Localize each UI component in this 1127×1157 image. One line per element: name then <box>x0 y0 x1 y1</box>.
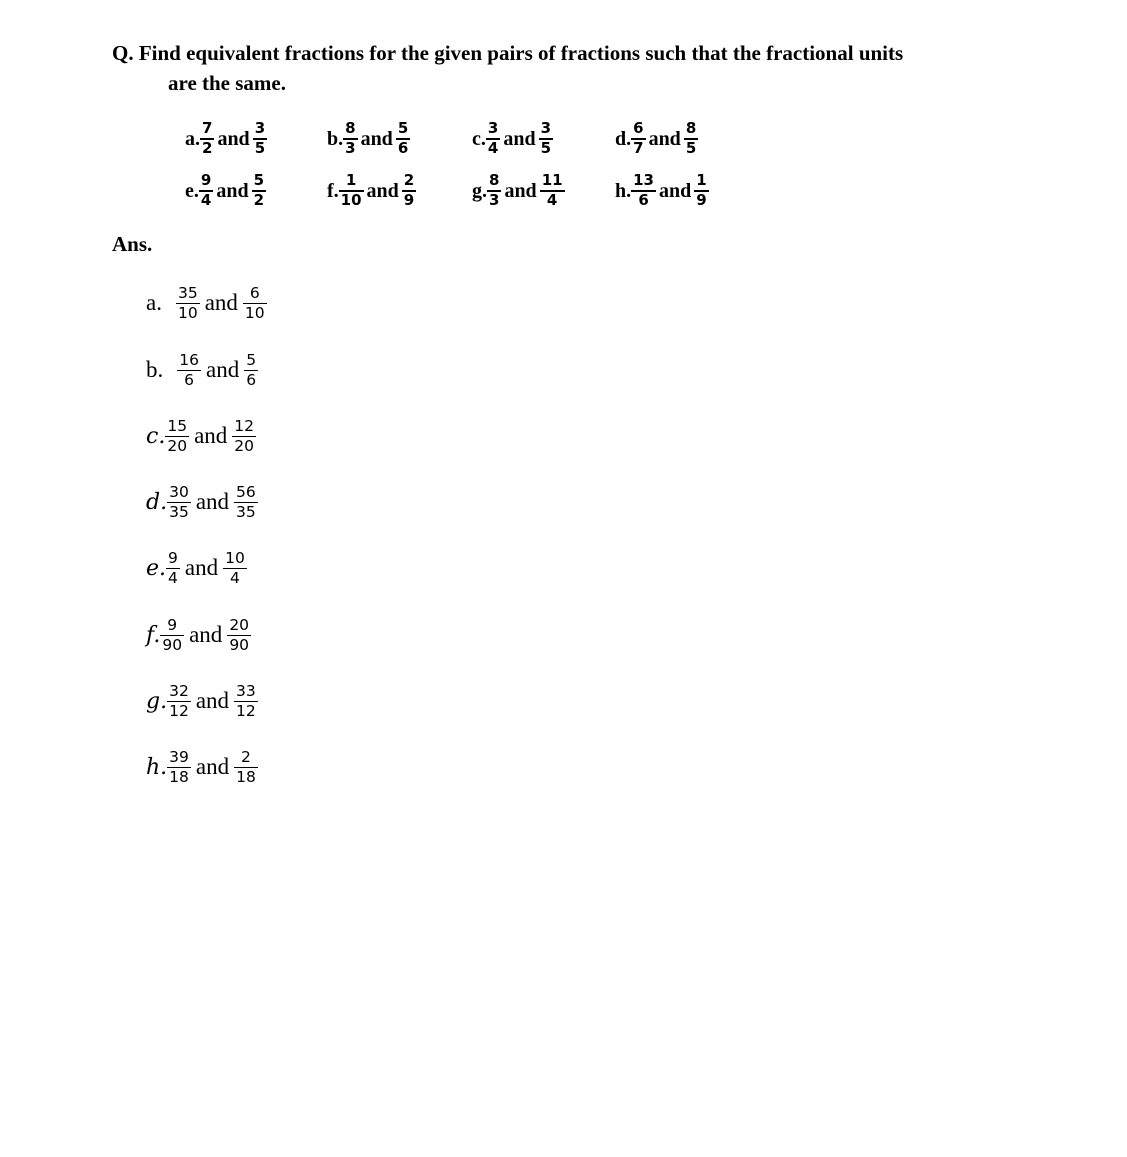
denominator: 2 <box>253 191 265 209</box>
and-word: and <box>216 179 249 202</box>
problem-item <box>185 116 267 162</box>
denominator: 9 <box>696 191 707 209</box>
fraction <box>199 173 213 209</box>
denominator: 4 <box>487 139 499 157</box>
problem-item <box>327 116 410 162</box>
fraction <box>232 418 256 454</box>
numerator: 5 <box>246 351 257 370</box>
and-word: and <box>189 622 223 647</box>
denominator: 35 <box>236 502 256 521</box>
question-text <box>112 38 1072 98</box>
numerator: 3 <box>540 119 552 138</box>
fraction <box>631 173 656 209</box>
and-word: and <box>659 179 692 202</box>
fraction <box>343 121 357 157</box>
fraction <box>253 121 267 157</box>
question-line-2: are the same. <box>168 71 286 95</box>
numerator: 2 <box>241 748 251 767</box>
and-word: and <box>648 127 681 150</box>
fraction <box>339 173 364 209</box>
denominator: 90 <box>229 635 250 654</box>
numerator: 12 <box>234 417 255 436</box>
denominator: 20 <box>234 436 255 455</box>
fraction <box>486 121 500 157</box>
fraction <box>694 173 708 209</box>
problem-item <box>615 168 709 214</box>
numerator: 3 <box>254 119 266 138</box>
denominator: 6 <box>638 191 649 209</box>
denominator: 5 <box>540 139 552 157</box>
numerator: 16 <box>179 351 199 370</box>
numerator: 5 <box>397 119 409 138</box>
fraction <box>223 550 247 586</box>
denominator: 12 <box>236 701 256 720</box>
numerator: 2 <box>403 171 415 190</box>
denominator: 5 <box>254 139 266 157</box>
fraction <box>176 285 200 321</box>
denominator: 10 <box>244 303 265 322</box>
fraction <box>396 121 410 157</box>
denominator: 4 <box>168 568 178 587</box>
numerator: 39 <box>169 748 189 767</box>
answer-item <box>146 676 258 726</box>
numerator: 8 <box>489 171 500 190</box>
denominator: 4 <box>546 191 558 209</box>
numerator: 35 <box>177 284 198 303</box>
numerator: 9 <box>167 616 178 635</box>
numerator: 3 <box>487 119 499 138</box>
numerator: 8 <box>345 119 356 138</box>
denominator: 12 <box>169 701 189 720</box>
answer-label: a. <box>146 290 162 315</box>
problem-label: h. <box>615 179 632 202</box>
denominator: 3 <box>489 191 500 209</box>
denominator: 20 <box>167 436 188 455</box>
numerator: 30 <box>169 483 189 502</box>
fraction <box>234 749 258 785</box>
problem-label: c. <box>472 127 486 150</box>
fraction <box>234 484 258 520</box>
denominator: 5 <box>685 139 697 157</box>
and-word: and <box>195 688 230 713</box>
numerator: 15 <box>167 417 188 436</box>
problem-item <box>327 168 416 214</box>
denominator: 10 <box>177 303 198 322</box>
numerator: 9 <box>168 549 178 568</box>
problem-label: e. <box>185 179 199 202</box>
answer-label: h. <box>146 754 168 780</box>
answer-item <box>146 278 267 328</box>
fraction <box>166 550 180 586</box>
denominator: 9 <box>403 191 415 209</box>
fraction <box>487 173 501 209</box>
fraction <box>252 173 266 209</box>
problem-item <box>615 116 698 162</box>
denominator: 2 <box>202 139 213 157</box>
fraction <box>402 173 416 209</box>
and-word: and <box>360 127 393 150</box>
problem-label: a. <box>185 127 200 150</box>
numerator: 1 <box>345 171 357 190</box>
numerator: 5 <box>253 171 265 190</box>
answer-label: g. <box>146 688 168 714</box>
fraction <box>167 749 191 785</box>
question-line-1: Q. Find equivalent fractions for the given pairs of fractions such that the fractional units <box>112 41 904 65</box>
answer-label: d. <box>146 489 168 515</box>
denominator: 90 <box>162 635 183 654</box>
fraction <box>631 121 645 157</box>
numerator: 6 <box>633 119 644 138</box>
and-word: and <box>205 357 240 382</box>
denominator: 4 <box>230 568 240 587</box>
denominator: 6 <box>246 370 257 389</box>
numerator: 56 <box>236 483 256 502</box>
and-word: and <box>503 127 536 150</box>
fraction <box>167 484 191 520</box>
fraction <box>244 352 258 388</box>
fraction <box>234 683 258 719</box>
numerator: 8 <box>685 119 697 138</box>
denominator: 6 <box>184 370 195 389</box>
answer-label: c. <box>146 423 166 449</box>
numerator: 11 <box>541 171 563 190</box>
and-word: and <box>195 754 230 779</box>
answer-item <box>146 742 258 792</box>
and-word: and <box>204 290 238 315</box>
fraction <box>165 418 189 454</box>
answer-label: e. <box>146 555 167 581</box>
numerator: 6 <box>249 284 260 303</box>
denominator: 35 <box>169 502 189 521</box>
denominator: 10 <box>340 191 362 209</box>
numerator: 1 <box>696 171 707 190</box>
fraction <box>540 173 565 209</box>
answer-item <box>146 543 247 593</box>
answer-item <box>146 411 256 461</box>
fraction <box>243 285 267 321</box>
numerator: 33 <box>236 682 256 701</box>
and-word: and <box>184 555 219 580</box>
problem-label: b. <box>327 127 344 150</box>
numerator: 10 <box>225 549 245 568</box>
problem-label: f. <box>327 179 339 202</box>
and-word: and <box>195 489 230 514</box>
problem-item <box>185 168 266 214</box>
and-word: and <box>366 179 399 202</box>
answer-label: f. <box>146 622 161 648</box>
fraction <box>167 683 191 719</box>
fraction <box>200 121 214 157</box>
denominator: 4 <box>200 191 212 209</box>
fraction <box>227 617 251 653</box>
fraction <box>539 121 553 157</box>
problem-item <box>472 168 565 214</box>
answer-item <box>146 477 258 527</box>
and-word: and <box>217 127 250 150</box>
denominator: 7 <box>633 139 644 157</box>
numerator: 9 <box>200 171 212 190</box>
numerator: 13 <box>633 171 654 190</box>
problem-item <box>472 116 553 162</box>
denominator: 18 <box>236 767 256 786</box>
numerator: 32 <box>169 682 189 701</box>
denominator: 6 <box>397 139 409 157</box>
fraction <box>177 352 201 388</box>
and-word: and <box>194 423 228 448</box>
denominator: 3 <box>345 139 356 157</box>
problem-label: g. <box>472 179 487 202</box>
denominator: 18 <box>169 767 189 786</box>
answer-heading: Ans. <box>112 232 153 256</box>
fraction <box>684 121 698 157</box>
answer-item <box>146 345 258 395</box>
problem-label: d. <box>615 127 632 150</box>
answer-item <box>146 610 251 660</box>
numerator: 20 <box>229 616 250 635</box>
and-word: and <box>504 179 537 202</box>
numerator: 7 <box>202 119 213 138</box>
answer-label: b. <box>146 357 164 382</box>
fraction <box>160 617 184 653</box>
